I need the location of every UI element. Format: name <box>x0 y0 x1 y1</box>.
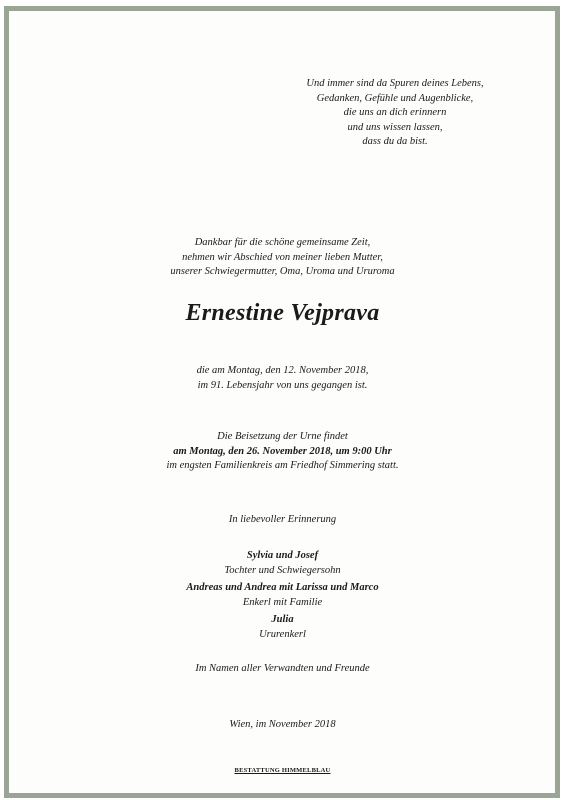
deceased-name: Ernestine Vejprava <box>185 300 380 326</box>
motto-line: Gedanken, Gefühle und Augenblicke, <box>316 92 474 104</box>
death-info-line: im 91. Lebensjahr von uns gegangen ist. <box>197 379 368 391</box>
mourner-relation: Ururenkerl <box>259 628 306 640</box>
motto-line: dass du da bist. <box>362 136 428 147</box>
intro-line: unserer Schwiegermutter, Oma, Uroma und Ururoma <box>170 266 395 277</box>
funeral-date-line: am Montag, den 26. November 2018, um 9:00 Uhr <box>173 445 392 457</box>
death-info-line: die am Montag, den 12. November 2018, <box>196 365 369 376</box>
motto-line: Und immer sind da Spuren deines Lebens, <box>306 78 484 89</box>
relatives-note: Im Namen aller Verwandten und Freunde <box>195 663 370 674</box>
funeral-line: Die Beisetzung der Urne findet <box>217 431 348 442</box>
mourner-group <box>0 613 565 642</box>
motto-line: die uns an dich erinnern <box>343 107 447 118</box>
mourner-names: Andreas und Andrea mit Larissa und Marco <box>186 582 379 593</box>
place-date: Wien, im November 2018 <box>229 719 336 730</box>
undertaker-name: BESTATTUNG HIMMELBLAU <box>234 767 331 774</box>
intro-text <box>0 236 565 280</box>
mourner-group <box>0 581 565 610</box>
remembrance-line: In liebevoller Erinnerung <box>228 514 337 525</box>
funeral-line: im engsten Familienkreis am Friedhof Simmering statt. <box>166 460 399 471</box>
mourner-group <box>0 549 565 578</box>
death-info <box>0 364 565 393</box>
intro-line: Dankbar für die schöne gemeinsame Zeit, <box>194 237 371 248</box>
mourner-names: Julia <box>271 614 294 625</box>
intro-line: nehmen wir Abschied von meiner lieben Mutter, <box>182 251 383 263</box>
mourner-relation: Enkerl mit Familie <box>242 596 323 608</box>
mourner-relation: Tochter und Schwiegersohn <box>224 564 341 576</box>
motto-line: und uns wissen lassen, <box>347 121 443 133</box>
mourner-names: Sylvia und Josef <box>246 550 319 561</box>
motto-poem <box>300 77 490 150</box>
funeral-info <box>0 430 565 474</box>
